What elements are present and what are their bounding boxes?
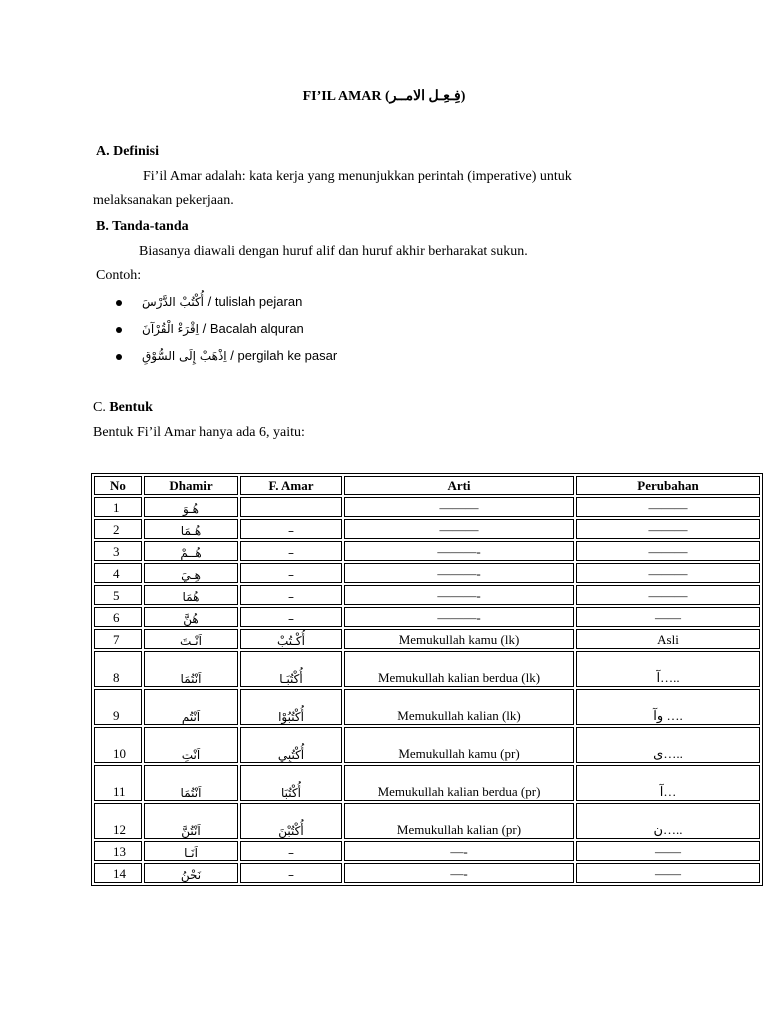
cell-amar: أُكْتُبِي <box>240 727 342 763</box>
bentuk-heading <box>93 400 153 416</box>
col-header-perubahan: Perubahan <box>576 476 760 495</box>
cell-arti: Memukullah kalian berdua (lk) <box>344 651 574 687</box>
col-header-amar: F. Amar <box>240 476 342 495</box>
bullet-icon <box>116 354 122 360</box>
bentuk-heading-text: Bentuk <box>109 400 153 415</box>
col-header-arti: Arti <box>344 476 574 495</box>
table-row <box>94 727 760 763</box>
cell-perubahan: —— <box>576 863 760 883</box>
cell-arti: ———- <box>344 541 574 561</box>
cell-dhamir: اَنْتِ <box>144 727 238 763</box>
cell-no: 10 <box>94 727 142 763</box>
tanda-text: Biasanya diawali dengan huruf alif dan huruf akhir berharakat sukun. <box>139 244 528 259</box>
cell-amar: أُكْتُبْنَ <box>240 803 342 839</box>
cell-dhamir: اَنْتُمَا <box>144 651 238 687</box>
cell-arti: Memukullah kalian (pr) <box>344 803 574 839</box>
cell-no: 3 <box>94 541 142 561</box>
table-row <box>94 841 760 861</box>
cell-arti: —- <box>344 863 574 883</box>
cell-amar: – <box>240 585 342 605</box>
cell-no: 9 <box>94 689 142 725</box>
example-arabic: اِذْهَبْ إِلَى السُّوْقِ <box>142 349 227 363</box>
cell-no: 5 <box>94 585 142 605</box>
cell-no: 6 <box>94 607 142 627</box>
table-row <box>94 629 760 649</box>
cell-arti: ——— <box>344 519 574 539</box>
cell-dhamir: هُــمْ <box>144 541 238 561</box>
cell-arti: Memukullah kalian (lk) <box>344 689 574 725</box>
cell-perubahan: آ….. <box>576 651 760 687</box>
cell-perubahan: ى….. <box>576 727 760 763</box>
contoh-label: Contoh: <box>96 268 142 283</box>
table-row <box>94 541 760 561</box>
cell-no: 2 <box>94 519 142 539</box>
cell-no: 11 <box>94 765 142 801</box>
cell-no: 13 <box>94 841 142 861</box>
col-header-no: No <box>94 476 142 495</box>
cell-no: 4 <box>94 563 142 583</box>
cell-arti: ——— <box>344 497 574 517</box>
cell-no: 7 <box>94 629 142 649</box>
cell-dhamir: هُـمَا <box>144 519 238 539</box>
cell-amar: – <box>240 841 342 861</box>
definisi-heading: A. Definisi <box>96 144 159 159</box>
table-row <box>94 519 760 539</box>
table-header-row <box>94 476 760 495</box>
definisi-line-2: melaksanakan pekerjaan. <box>93 193 234 208</box>
cell-amar: أُكْـتُبْ <box>240 629 342 649</box>
cell-dhamir: هِـيَ <box>144 563 238 583</box>
example-latin: / pergilah ke pasar <box>230 348 338 363</box>
cell-dhamir: اَنْتُنَّ <box>144 803 238 839</box>
cell-amar: – <box>240 863 342 883</box>
table-row <box>94 585 760 605</box>
example-latin: / tulislah pejaran <box>207 294 303 309</box>
cell-dhamir: اَنْتُم <box>144 689 238 725</box>
cell-dhamir: اَنَـا <box>144 841 238 861</box>
cell-amar: – <box>240 563 342 583</box>
cell-perubahan: ن….. <box>576 803 760 839</box>
tanda-heading: B. Tanda-tanda <box>96 219 189 234</box>
table-row <box>94 765 760 801</box>
cell-arti: Memukullah kalian berdua (pr) <box>344 765 574 801</box>
cell-dhamir: هُـوَ <box>144 497 238 517</box>
cell-perubahan: آ… <box>576 765 760 801</box>
cell-amar: – <box>240 519 342 539</box>
cell-dhamir: هُمَا <box>144 585 238 605</box>
table-row <box>94 651 760 687</box>
cell-perubahan: ——— <box>576 519 760 539</box>
cell-dhamir: اَنْتُمَا <box>144 765 238 801</box>
table-row <box>94 607 760 627</box>
cell-amar: أُكْتُبَا <box>240 765 342 801</box>
example-item <box>116 348 337 363</box>
cell-perubahan: ——— <box>576 563 760 583</box>
fiil-amar-table <box>91 473 763 886</box>
cell-dhamir: اَنْـتَ <box>144 629 238 649</box>
cell-perubahan: وآ …. <box>576 689 760 725</box>
cell-no: 8 <box>94 651 142 687</box>
bullet-icon <box>116 327 122 333</box>
cell-arti: —- <box>344 841 574 861</box>
page-title: FI’IL AMAR (فِـعِـل الامــر) <box>302 89 466 104</box>
cell-arti: ———- <box>344 563 574 583</box>
table-row <box>94 497 760 517</box>
cell-no: 14 <box>94 863 142 883</box>
cell-amar <box>240 497 342 517</box>
cell-arti: Memukullah kamu (pr) <box>344 727 574 763</box>
table-row <box>94 863 760 883</box>
cell-perubahan: —— <box>576 607 760 627</box>
example-arabic: اِقْرَءْ الْقُرْآنَ <box>142 322 199 336</box>
cell-arti: ———- <box>344 585 574 605</box>
table-row <box>94 689 760 725</box>
bentuk-intro: Bentuk Fi’il Amar hanya ada 6, yaitu: <box>93 425 305 440</box>
cell-arti: ———- <box>344 607 574 627</box>
cell-amar: – <box>240 607 342 627</box>
cell-dhamir: نَحْنُ <box>144 863 238 883</box>
cell-perubahan: —— <box>576 841 760 861</box>
table-row <box>94 563 760 583</box>
cell-perubahan: Asli <box>576 629 760 649</box>
cell-amar: أُكْتُبُوْا <box>240 689 342 725</box>
cell-arti: Memukullah kamu (lk) <box>344 629 574 649</box>
example-arabic: أُكْتُبْ الدَّرْسَ <box>142 295 204 309</box>
example-latin: / Bacalah alquran <box>202 321 304 336</box>
example-item <box>116 294 302 309</box>
bentuk-heading-prefix: C. <box>93 400 106 415</box>
col-header-dhamir: Dhamir <box>144 476 238 495</box>
cell-perubahan: ——— <box>576 541 760 561</box>
example-item <box>116 321 304 336</box>
cell-no: 12 <box>94 803 142 839</box>
bullet-icon <box>116 300 122 306</box>
cell-no: 1 <box>94 497 142 517</box>
cell-amar: أُكْتُبَـا <box>240 651 342 687</box>
cell-amar: – <box>240 541 342 561</box>
definisi-line-1: Fi’il Amar adalah: kata kerja yang menunjukkan perintah (imperative) untuk <box>143 169 572 184</box>
cell-perubahan: ——— <box>576 497 760 517</box>
table-row <box>94 803 760 839</box>
cell-perubahan: ——— <box>576 585 760 605</box>
cell-dhamir: هُنَّ <box>144 607 238 627</box>
